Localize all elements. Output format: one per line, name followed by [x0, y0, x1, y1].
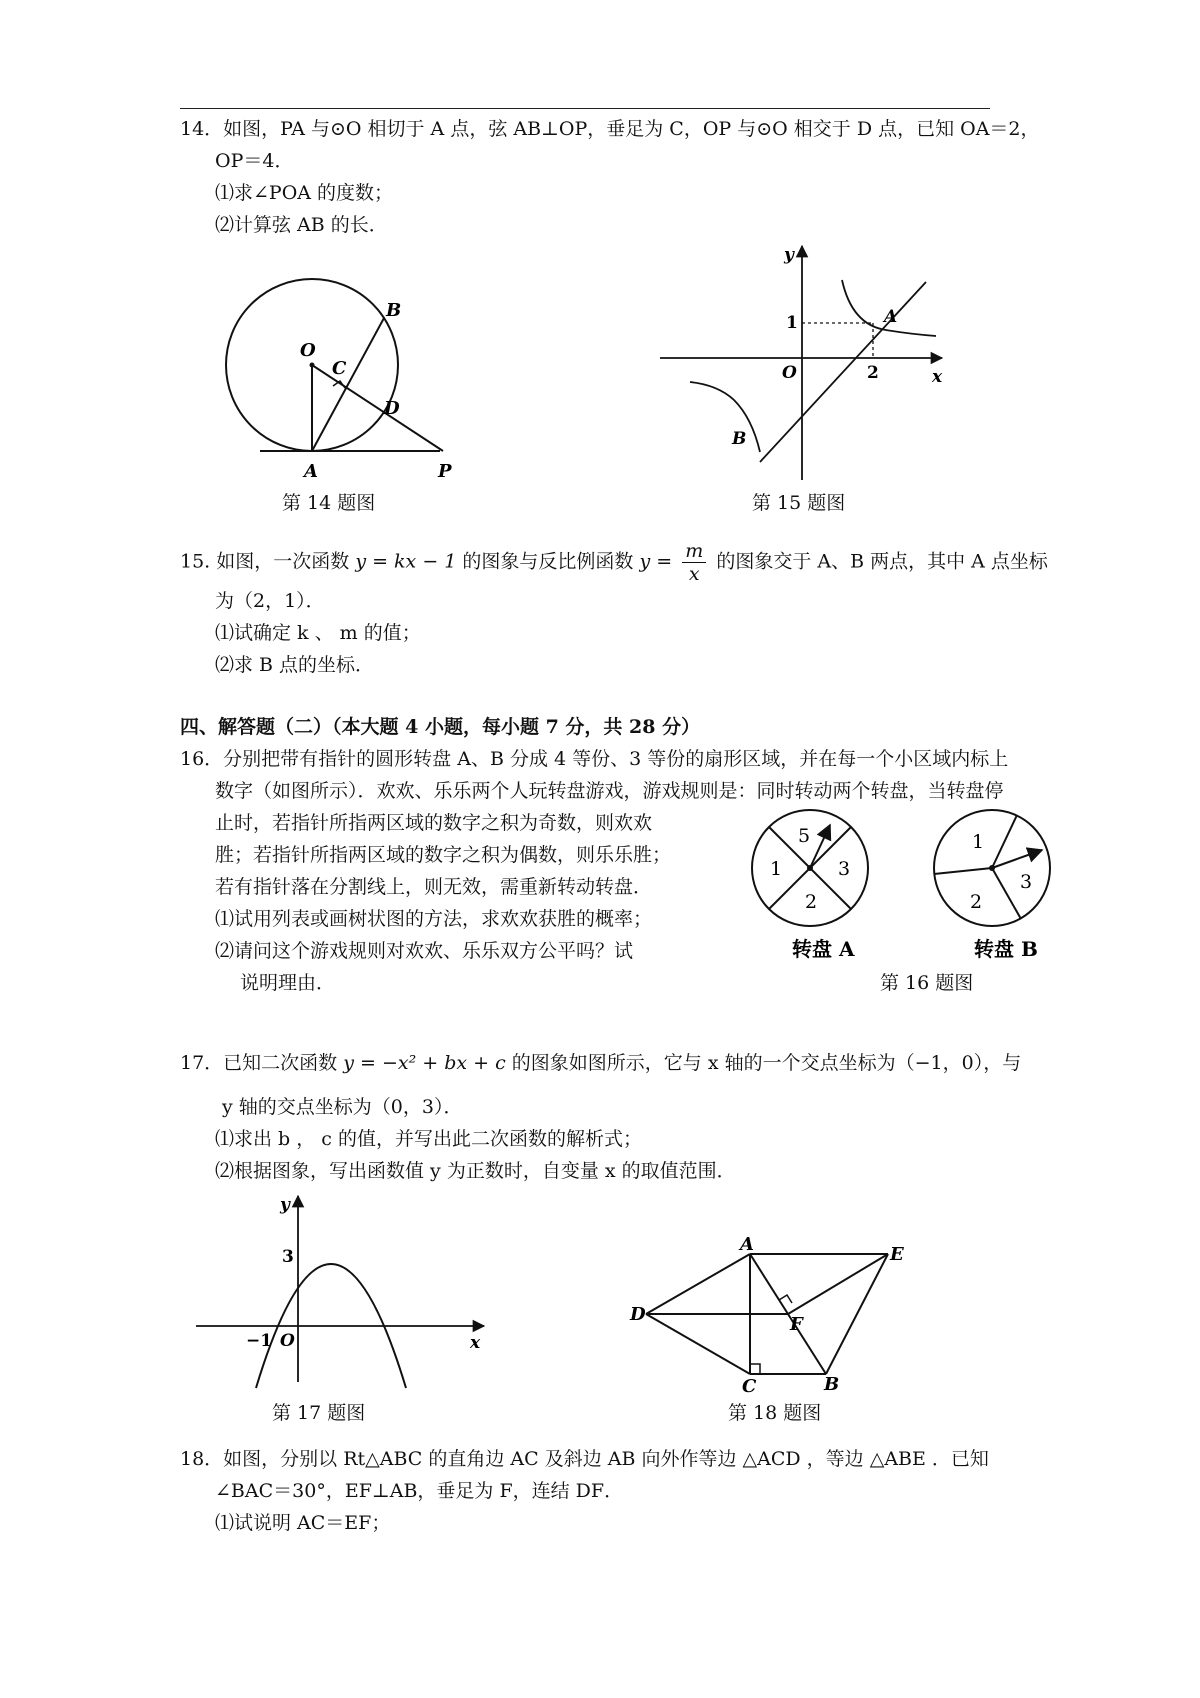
fig17-label-y: y: [280, 1195, 290, 1215]
fig14-label-D: D: [384, 398, 400, 419]
figure-17: [196, 1192, 496, 1392]
fig18-segment-DC: [646, 1314, 750, 1374]
q15-fraction: [682, 540, 706, 585]
fig18-label-B: B: [824, 1374, 840, 1395]
spinner-b-number-2: 2: [970, 891, 983, 913]
q18-sub1: ⑴试说明 AC＝EF；: [215, 1512, 391, 1534]
q17-eq: y = −x² + bx + c: [343, 1052, 506, 1074]
fig18-label-D: D: [630, 1304, 646, 1325]
q15-pre: 15. 如图，一次函数: [180, 550, 350, 573]
q17-sub1: ⑴求出 b ， c 的值，并写出此二次函数的解析式；: [215, 1128, 642, 1150]
spinner-b-number-1: 1: [972, 831, 985, 853]
fig18-label-F: F: [790, 1314, 803, 1335]
q14-caption: 第 14 题图: [282, 492, 376, 514]
q15-sub2: ⑵求 B 点的坐标．: [215, 654, 375, 676]
spinner-a-number-1: 1: [770, 858, 783, 880]
q16-sub2b: 说明理由．: [240, 972, 336, 994]
q18-caption: 第 18 题图: [728, 1402, 822, 1424]
q15-frac-den: x: [688, 563, 700, 585]
figure-18: [630, 1234, 910, 1397]
spinner-a-pointer: [810, 825, 830, 868]
fig17-label-neg1: −1: [246, 1331, 273, 1351]
q17-line2: y 轴的交点坐标为（0，3）．: [222, 1096, 463, 1118]
spinner-b-label: 转盘 B: [974, 937, 1038, 961]
q16-sub2: ⑵请问这个游戏规则对欢欢、乐乐双方公平吗？试: [215, 940, 634, 962]
q17-sub2: ⑵根据图象，写出函数值 y 为正数时，自变量 x 的取值范围．: [215, 1160, 736, 1182]
figure-16: [750, 808, 1080, 988]
fig14-point-O: [310, 363, 315, 368]
q17-post: 的图象如图所示，它与 x 轴的一个交点坐标为（−1，0），与: [511, 1052, 1022, 1074]
q15-sub1: ⑴试确定 k 、 m 的值；: [215, 622, 421, 644]
q16-line3: 止时，若指针所指两区域的数字之积为奇数，则欢欢: [215, 812, 653, 834]
fig15-label-y: y: [784, 245, 794, 265]
fig14-label-A: A: [304, 461, 318, 482]
fig15-hyperbola-branch-2: [690, 382, 760, 452]
fig18-right-angle-C: [750, 1364, 760, 1374]
q15-post: 的图象交于 A、B 两点，其中 A 点坐标: [716, 550, 1048, 573]
q18-line1: 18．如图，分别以 Rt△ABC 的直角边 AC 及斜边 AB 向外作等边 △ACD ，等边 △ABE ．已知: [180, 1448, 989, 1470]
fig18-segment-DA: [646, 1254, 750, 1314]
q15-mid: 的图象与反比例函数: [462, 550, 634, 573]
fig15-label-x: x: [932, 367, 943, 387]
fig17-label-x: x: [470, 1333, 481, 1353]
q18-line2: ∠BAC＝30°，EF⊥AB，垂足为 F，连结 DF．: [215, 1480, 624, 1502]
q14-sub1: ⑴求∠POA 的度数；: [215, 182, 394, 204]
q15-frac-num: m: [682, 540, 706, 563]
q14-sub2: ⑵计算弦 AB 的长．: [215, 214, 388, 236]
spinner-b-divider-3: [992, 868, 1021, 919]
q15-line1: [180, 540, 1048, 585]
figure-15: [660, 240, 950, 480]
fig17-label-O: O: [280, 1331, 295, 1351]
q17-caption: 第 17 题图: [272, 1402, 366, 1424]
fig14-label-P: P: [438, 461, 452, 482]
fig15-label-B: B: [732, 429, 747, 449]
q15-caption: 第 15 题图: [752, 492, 846, 514]
spinner-a-number-2: 2: [805, 891, 818, 913]
fig18-label-A: A: [740, 1234, 754, 1255]
fig14-label-B: B: [386, 300, 402, 321]
spinner-b-divider-2: [934, 868, 992, 874]
fig14-right-angle: [333, 381, 345, 388]
fig15-label-2: 2: [867, 363, 879, 383]
figure-14: [220, 262, 480, 482]
spinner-a-hub: [807, 865, 813, 871]
q16-caption: 第 16 题图: [880, 972, 974, 994]
q16-line5: 若有指针落在分割线上，则无效，需重新转动转盘．: [215, 876, 653, 898]
q15-eq1: y = kx − 1: [355, 550, 457, 573]
section4-title: 四、解答题（二）（本大题 4 小题，每小题 7 分，共 28 分）: [180, 716, 701, 738]
fig14-label-O: O: [300, 340, 316, 361]
q17-pre: 17．已知二次函数: [180, 1052, 338, 1074]
fig14-chord-AB: [312, 318, 384, 451]
q16-line4: 胜；若指针所指两区域的数字之积为偶数，则乐乐胜；: [215, 844, 672, 866]
fig18-label-C: C: [742, 1376, 757, 1397]
fig15-label-O: O: [782, 363, 797, 383]
q16-line2: 数字（如图所示）．欢欢、乐乐两个人玩转盘游戏，游戏规则是：同时转动两个转盘，当转盘停: [215, 780, 1004, 802]
fig18-label-E: E: [890, 1244, 904, 1265]
spinner-b-number-3: 3: [1020, 871, 1033, 893]
spinner-a-number-3: 3: [838, 858, 851, 880]
q15-eq2-lhs: y =: [639, 550, 673, 573]
q16-sub1: ⑴试用列表或画树状图的方法，求欢欢获胜的概率；: [215, 908, 653, 930]
q15-line2: 为（2，1）．: [215, 590, 325, 612]
fig15-label-1: 1: [786, 313, 798, 333]
q16-line1: 16．分别把带有指针的圆形转盘 A、B 分成 4 等份、3 等份的扇形区域，并在每一个小区域内标上: [180, 748, 1009, 770]
spinner-a-number-5: 5: [798, 825, 811, 847]
q14-line1: 14．如图，PA 与⊙O 相切于 A 点，弦 AB⊥OP，垂足为 C，OP 与⊙O 相交于 D 点，已知 OA＝2，: [180, 118, 1040, 140]
header-rule: [180, 108, 990, 109]
fig15-label-A: A: [884, 307, 898, 327]
spinner-a-label: 转盘 A: [792, 937, 855, 961]
q17-line1: [180, 1050, 1021, 1076]
q14-line2: OP＝4．: [215, 150, 294, 172]
fig17-label-3: 3: [282, 1247, 294, 1267]
spinner-b-hub: [989, 865, 995, 871]
fig14-label-C: C: [332, 358, 347, 379]
